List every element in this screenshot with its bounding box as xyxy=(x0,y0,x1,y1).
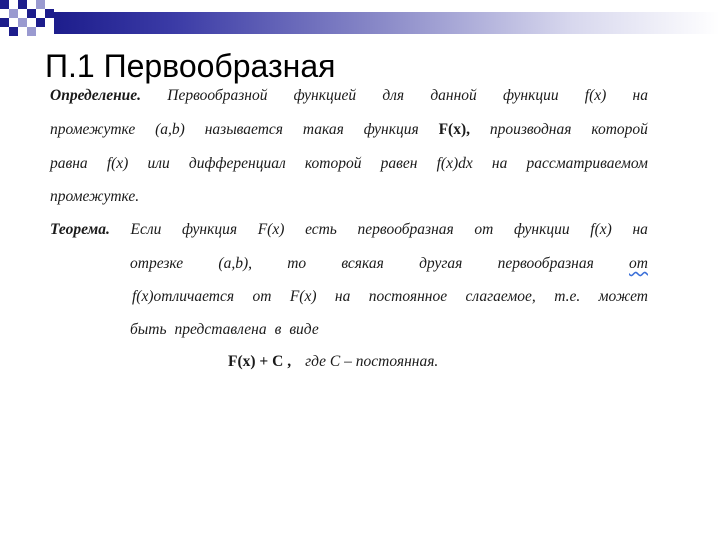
header-gradient-bar xyxy=(54,12,720,34)
header-band xyxy=(0,0,720,42)
formula-expression: F(x) + C , xyxy=(228,353,292,370)
definition-line-2: промежутке (a,b) называется такая функция F(x), производная которой xyxy=(50,118,648,142)
theorem-line-4: быть представлена в виде xyxy=(130,321,319,338)
theorem-line-3: f(x)отличается от F(x) на постоянное слагаемое, т.е. может xyxy=(132,285,648,309)
definition-label: Определение. xyxy=(50,87,142,104)
definition-line-3: равна f(x) или дифференциал которой равен f(x)dx на рассматриваемом xyxy=(50,152,648,176)
math-F-of-x: F(x) xyxy=(289,288,317,305)
math-f-of-x: f(x) xyxy=(106,155,129,172)
header-checker-pattern xyxy=(0,0,54,42)
definition-line-4: промежутке. xyxy=(50,188,140,205)
spellcheck-flagged-word: от xyxy=(629,255,648,272)
math-interval: (a,b) xyxy=(155,121,185,138)
slide-title: П.1 Первообразная xyxy=(45,48,336,84)
theorem-label: Теорема. xyxy=(50,221,110,238)
math-F-of-x: F(x) xyxy=(257,221,285,238)
math-f-of-x: f(x) xyxy=(590,221,612,238)
theorem-line-1: Теорема. Если функция F(x) есть первообразная от функции f(x) на xyxy=(50,218,648,242)
theorem-formula-line xyxy=(228,350,438,374)
formula-description: где C – постоянная. xyxy=(305,353,439,370)
math-f-of-x: f(x) xyxy=(584,87,607,104)
math-F-of-x: F(x), xyxy=(438,121,470,138)
definition-line-1: Определение. Первообразной функцией для данной функции f(x) на xyxy=(50,84,648,108)
math-interval: (a,b), xyxy=(218,255,252,272)
math-f-of-x-dx: f(x)dx xyxy=(436,155,473,172)
theorem-line-2: отрезке (a,b), то всякая другая первообразная от xyxy=(130,252,648,276)
